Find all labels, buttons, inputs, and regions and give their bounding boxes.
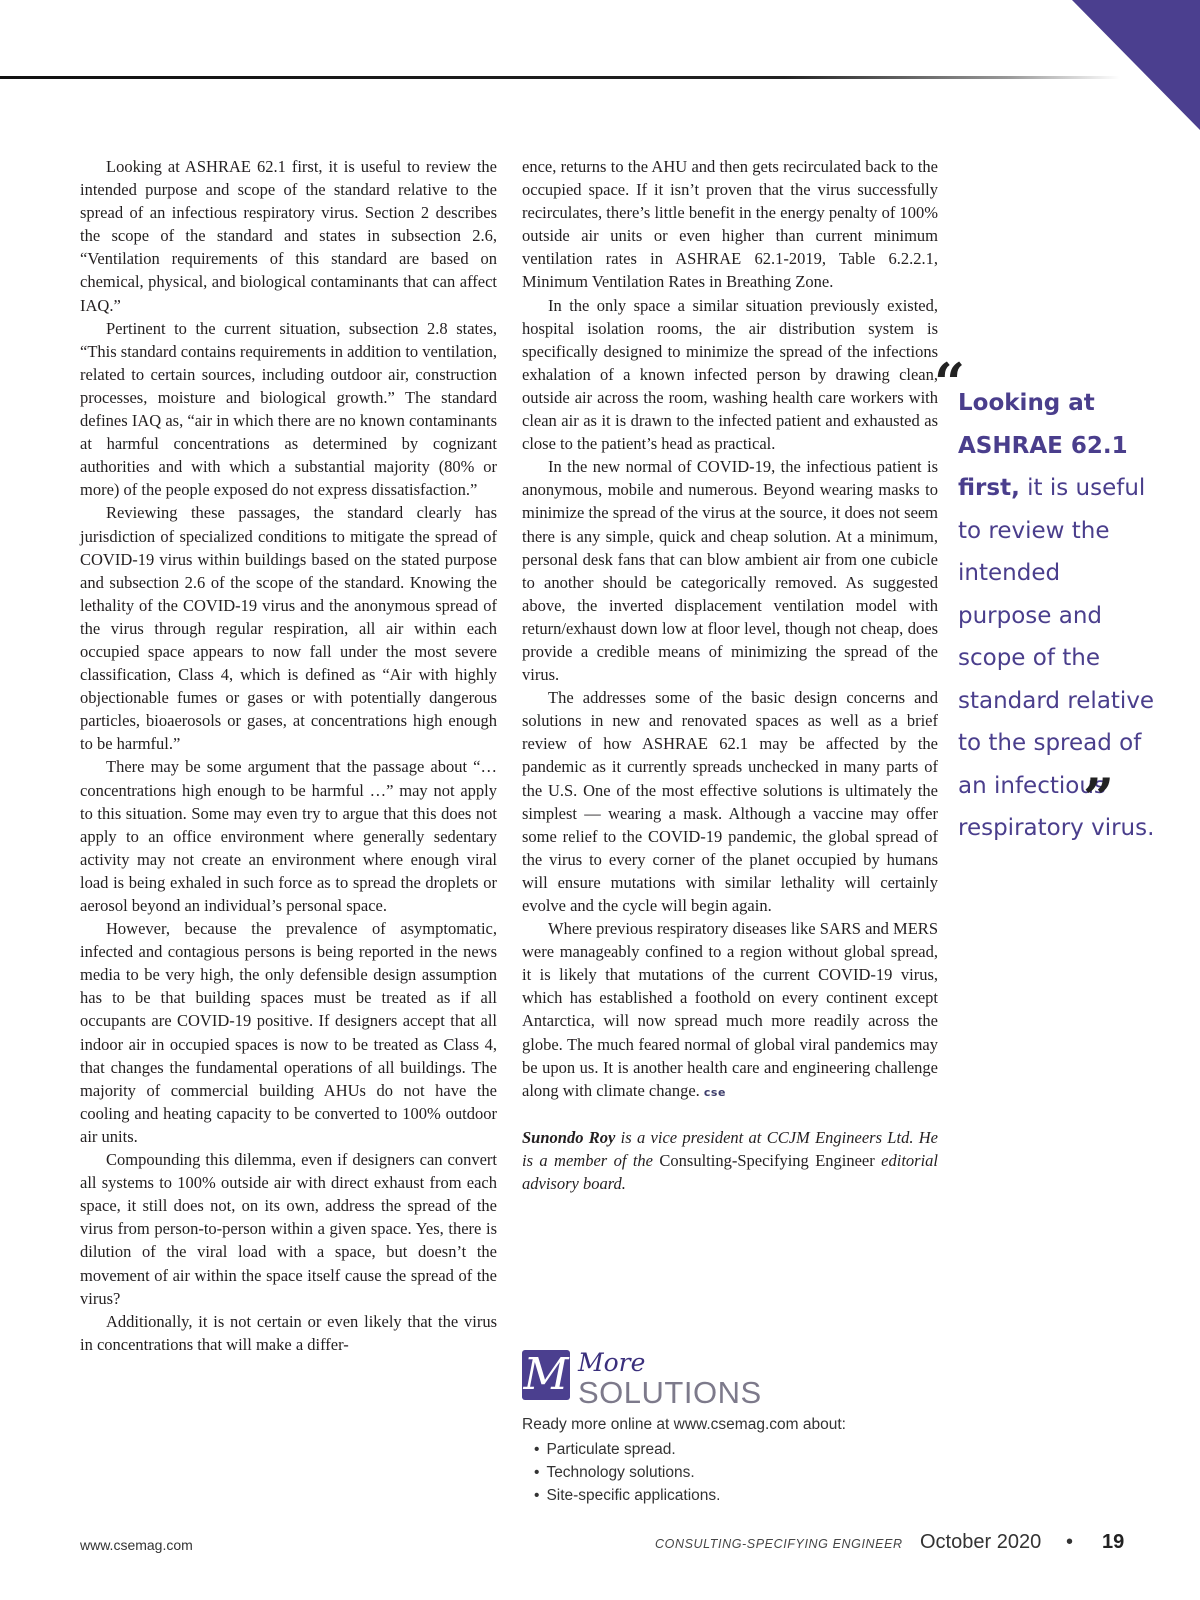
paragraph: In the only space a similar situation previously existed, hospital isolation rooms, the air distribution system is specifically designed to minimize the spread of the infections exhalation of a known infected person by drawing clean, outside air across the room, washing health care workers with clean air as it is drawn to the infected patient and exhausted as close to the patient’s head as practical. <box>522 295 938 454</box>
end-mark: cse <box>703 1085 726 1099</box>
more-solutions-list <box>534 1438 938 1507</box>
pull-quote-bold: Looking at ASHRAE 62.1 first, <box>958 390 1128 501</box>
paragraph-continuation: ence, returns to the AHU and then gets recirculated back to the occupied space. If it isn’t proven that the virus successfully recirculates, there’s little benefit in the energy penalty of 100% outside air units or even higher than current minimum ventilation rates in ASHRAE 62.1-2019, Table 6.2.2.1, Minimum Ventilation Rates in Breathing Zone. <box>522 157 938 292</box>
list-item: • Site-specific applications. <box>534 1484 938 1507</box>
more-solutions-box <box>522 1350 938 1507</box>
pull-quote-text: it is useful to review the intended purpose and scope of the standard relative to the spread of an infectious respiratory virus. <box>958 475 1155 841</box>
paragraph-last <box>522 917 938 1104</box>
list-item: • Technology solutions. <box>534 1461 938 1484</box>
logo-more-text: More <box>578 1348 646 1377</box>
logo-solutions-text: SOLUTIONS <box>578 1375 762 1410</box>
corner-accent-triangle <box>1000 0 1200 200</box>
page-footer <box>0 1530 1200 1560</box>
paragraph: Pertinent to the current situation, subsection 2.8 states, “This standard contains requirements in addition to ventilation, related to certain sources, including outdoor air, construction processes, moisture and biological growth.” The standard defines IAQ as, “air in which there are no known contaminants at harmful concentrations as determined by cognizant authorities and with which a substantial majority (80% or more) of the people exposed do not express dissatisfaction.” <box>80 318 497 500</box>
pull-quote <box>934 351 1158 850</box>
author-name: Sunondo Roy <box>522 1127 616 1147</box>
paragraph: The addresses some of the basic design concerns and solutions in new and renovated spaces as well as a brief review of how ASHRAE 62.1 may be affected by the pandemic as it currently spreads unchecked in many parts of the U.S. One of the most effective solutions is ultimately the simplest — wearing a mask. Although a vaccine may offer some relief to the COVID-19 pandemic, the global spread of the virus to every corner of the planet occupied by humans will ensure mutations with similar lethality will certainly evolve and the cycle will begin again. <box>522 688 938 915</box>
last-paragraph-text: Where previous respiratory diseases like SARS and MERS were manageably confined to a region without global spread, it is likely that mutations of the current COVID-19 virus, which has established a foothold on every continent except Antarctica, will now spread much more readily across the globe. The much feared normal of global viral pandemics may be upon us. It is another health care and engineering challenge along with climate change. <box>522 919 938 1100</box>
article-column-1 <box>80 155 497 1356</box>
more-solutions-intro: Ready more online at www.csemag.com about: <box>522 1416 846 1433</box>
close-quote-icon: ” <box>1083 766 1115 830</box>
footer-separator: • <box>1066 1531 1074 1553</box>
footer-date: October 2020 <box>920 1531 1042 1553</box>
paragraph: Reviewing these passages, the standard clearly has jurisdiction of specialized conditions to mitigate the spread of COVID-19 virus within buildings based on the stated purpose and subsection 2.6 of the scope of the standard. Knowing the lethality of the COVID-19 virus and the anonymous spread of the virus through regular respiration, all air within each occupied space appears to now fall under the most severe classification, Class 4, which is defined as “Air with highly objectionable fumes or gases or with potentially dangerous particles, bioaerosols or gases, at concentrations high enough to be harmful.” <box>80 503 497 754</box>
bio-text-1: is a vice president at CCJM Engineers Ltd. He is a member of the <box>522 1127 938 1170</box>
footer-url: www.csemag.com <box>80 1537 193 1553</box>
open-quote-icon: “ <box>934 351 966 415</box>
footer-magazine-name: CONSULTING-SPECIFYING ENGINEER <box>655 1537 903 1551</box>
page-number: 19 <box>1102 1531 1125 1553</box>
paragraph: However, because the prevalence of asymptomatic, infected and contagious persons is being reported in the news media to be very high, the only defensible design assumption has to be that building spaces must be treated as if all occupants are COVID-19 positive. If designers accept that all indoor air in occupied spaces is now to be treated as Class 4, that changes the fundamental operations of all buildings. The majority of commercial building AHUs do not have the cooling and heating capacity to be converted to 100% outdoor air units. <box>80 919 497 1146</box>
bio-publication: Consulting-Specifying Engineer <box>659 1150 875 1170</box>
paragraph: Compounding this dilemma, even if designers can convert all systems to 100% outside air with direct exhaust from each space, it still does not, on its own, address the spread of the virus from person-to-person within a given space. Yes, there is dilution of the viral load with a space, but doesn’t the movement of air within the space itself cause the spread of the virus? <box>80 1150 497 1308</box>
paragraph: In the new normal of COVID-19, the infectious patient is anonymous, mobile and numerous. Beyond wearing masks to minimize the spread of the virus at the source, it does not seem there is any simple, quick and cheap solution. At a minimum, personal desk fans that can blow ambient air from one cubicle to another should be categorically removed. As suggested above, the inverted displacement ventilation model with return/exhaust down low at floor level, though not cheap, does provide a credible means of minimizing the spread of the virus. <box>522 457 938 685</box>
paragraph: Looking at ASHRAE 62.1 first, it is useful to review the intended purpose and scope of the standard relative to the spread of an infectious respiratory virus. Section 2 describes the scope of the standard and states in subsection 2.6, “Ventilation requirements of this standard are based on chemical, physical, and biological contaminants that can affect IAQ.” <box>80 157 497 315</box>
header-rule <box>0 76 1120 79</box>
paragraph: There may be some argument that the passage about “… concentrations high enough to be harmful …” may not apply to this situation. Some may even try to argue that this does not apply to an office environment where generally sedentary activity may not create an environment where enough viral load is being exhaled in such force as to spread the droplets or aerosol beyond an individual’s personal space. <box>80 757 497 915</box>
author-bio <box>522 1126 938 1195</box>
paragraph: Additionally, it is not certain or even likely that the virus in concentrations that will make a differ- <box>80 1311 497 1354</box>
list-item: • Particulate spread. <box>534 1438 938 1461</box>
bio-text-2: editorial advisory board. <box>522 1150 938 1194</box>
article-column-2 <box>522 155 938 1195</box>
more-solutions-logo <box>522 1350 938 1410</box>
logo-m-icon: M <box>523 1349 569 1400</box>
